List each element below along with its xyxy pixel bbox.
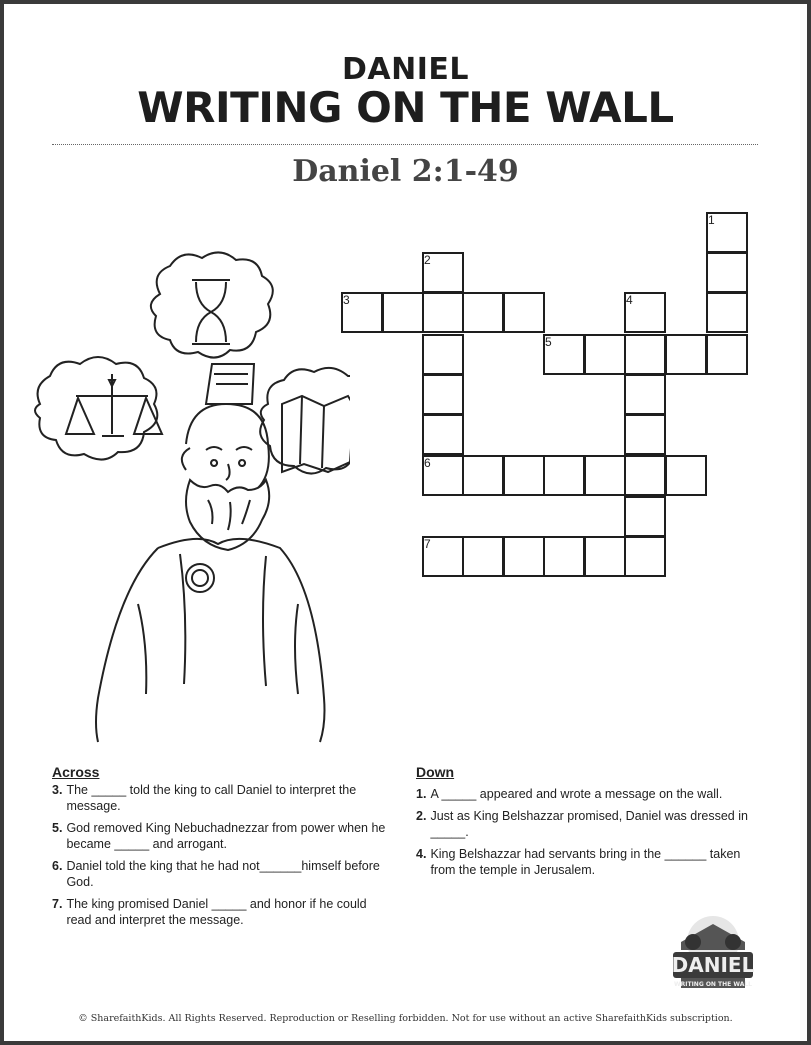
cell-5-across-4[interactable] bbox=[665, 334, 707, 375]
copyright-footer: © SharefaithKids. All Rights Reserved. Reproduction or Reselling forbidden. Not for use without an active SharefaithKids subscription. bbox=[78, 1013, 733, 1024]
daniel-logo bbox=[667, 912, 759, 992]
cell-5-across-3[interactable] bbox=[624, 334, 666, 375]
cell-1-down-3[interactable] bbox=[706, 292, 748, 333]
clue-number-4: 4 bbox=[626, 293, 633, 307]
cell-3-across-3[interactable] bbox=[422, 292, 464, 333]
across-clues bbox=[52, 764, 392, 934]
cell-3-across-5[interactable] bbox=[503, 292, 545, 333]
cell-6-across-3[interactable] bbox=[503, 455, 545, 496]
title-divider bbox=[52, 144, 758, 145]
down-clue-2: 2. Just as King Belshazzar promised, Daniel was dressed in _____. bbox=[416, 809, 748, 839]
down-clues bbox=[416, 764, 761, 884]
clue-number-5: 5 bbox=[545, 335, 552, 349]
down-clue-1: 1. A _____ appeared and wrote a message on the wall. bbox=[416, 787, 723, 801]
cell-1-down-4[interactable] bbox=[706, 334, 748, 375]
clue-number-3: 3 bbox=[343, 293, 350, 307]
clue-number-7: 7 bbox=[424, 537, 431, 551]
title-main: WRITING ON THE WALL bbox=[137, 83, 674, 132]
down-heading: Down bbox=[416, 764, 455, 780]
cell-5-across-2[interactable] bbox=[584, 334, 626, 375]
cell-3-across-2[interactable] bbox=[382, 292, 424, 333]
across-clue-7: 7. The king promised Daniel _____ and honor if he could read and interpret the message. bbox=[52, 897, 367, 927]
daniel-illustration bbox=[30, 244, 350, 744]
cell-4-down-4[interactable] bbox=[624, 414, 666, 455]
cell-7-across-4[interactable] bbox=[543, 536, 585, 577]
down-clue-4: 4. King Belshazzar had servants bring in the ______ taken from the temple in Jerusalem. bbox=[416, 847, 741, 877]
clue-number-6: 6 bbox=[424, 456, 431, 470]
worksheet-page bbox=[4, 4, 807, 1041]
clue-number-1: 1 bbox=[708, 213, 715, 227]
cell-3-across-4[interactable] bbox=[462, 292, 504, 333]
cell-7-across-3[interactable] bbox=[503, 536, 545, 577]
cell-2-down-5[interactable] bbox=[422, 414, 464, 455]
cell-2-down-4[interactable] bbox=[422, 374, 464, 415]
scripture-reference: Daniel 2:1-49 bbox=[292, 154, 519, 189]
across-clue-5: 5. God removed King Nebuchadnezzar from power when he became _____ and arrogant. bbox=[52, 821, 386, 851]
cell-7-across-2[interactable] bbox=[462, 536, 504, 577]
cell-6-across-7[interactable] bbox=[665, 455, 707, 496]
title-top: DANIEL bbox=[342, 52, 469, 87]
logo-subtitle: WRITING ON THE WALL bbox=[674, 981, 752, 988]
across-heading: Across bbox=[52, 764, 100, 780]
across-clue-3: 3. The _____ told the king to call Daniel to interpret the message. bbox=[52, 783, 357, 813]
logo-title: DANIEL bbox=[671, 953, 755, 977]
cell-6-across-2[interactable] bbox=[462, 455, 504, 496]
clue-number-2: 2 bbox=[424, 253, 431, 267]
cell-6-across-6[interactable] bbox=[624, 455, 666, 496]
cell-1-down-2[interactable] bbox=[706, 252, 748, 293]
cell-2-down-3[interactable] bbox=[422, 334, 464, 375]
cell-4-down-6[interactable] bbox=[624, 496, 666, 537]
cell-7-across-6[interactable] bbox=[624, 536, 666, 577]
cell-4-down-3[interactable] bbox=[624, 374, 666, 415]
cell-6-across-5[interactable] bbox=[584, 455, 626, 496]
across-clue-6: 6. Daniel told the king that he had not______himself before God. bbox=[52, 859, 380, 889]
cell-7-across-5[interactable] bbox=[584, 536, 626, 577]
cell-6-across-4[interactable] bbox=[543, 455, 585, 496]
